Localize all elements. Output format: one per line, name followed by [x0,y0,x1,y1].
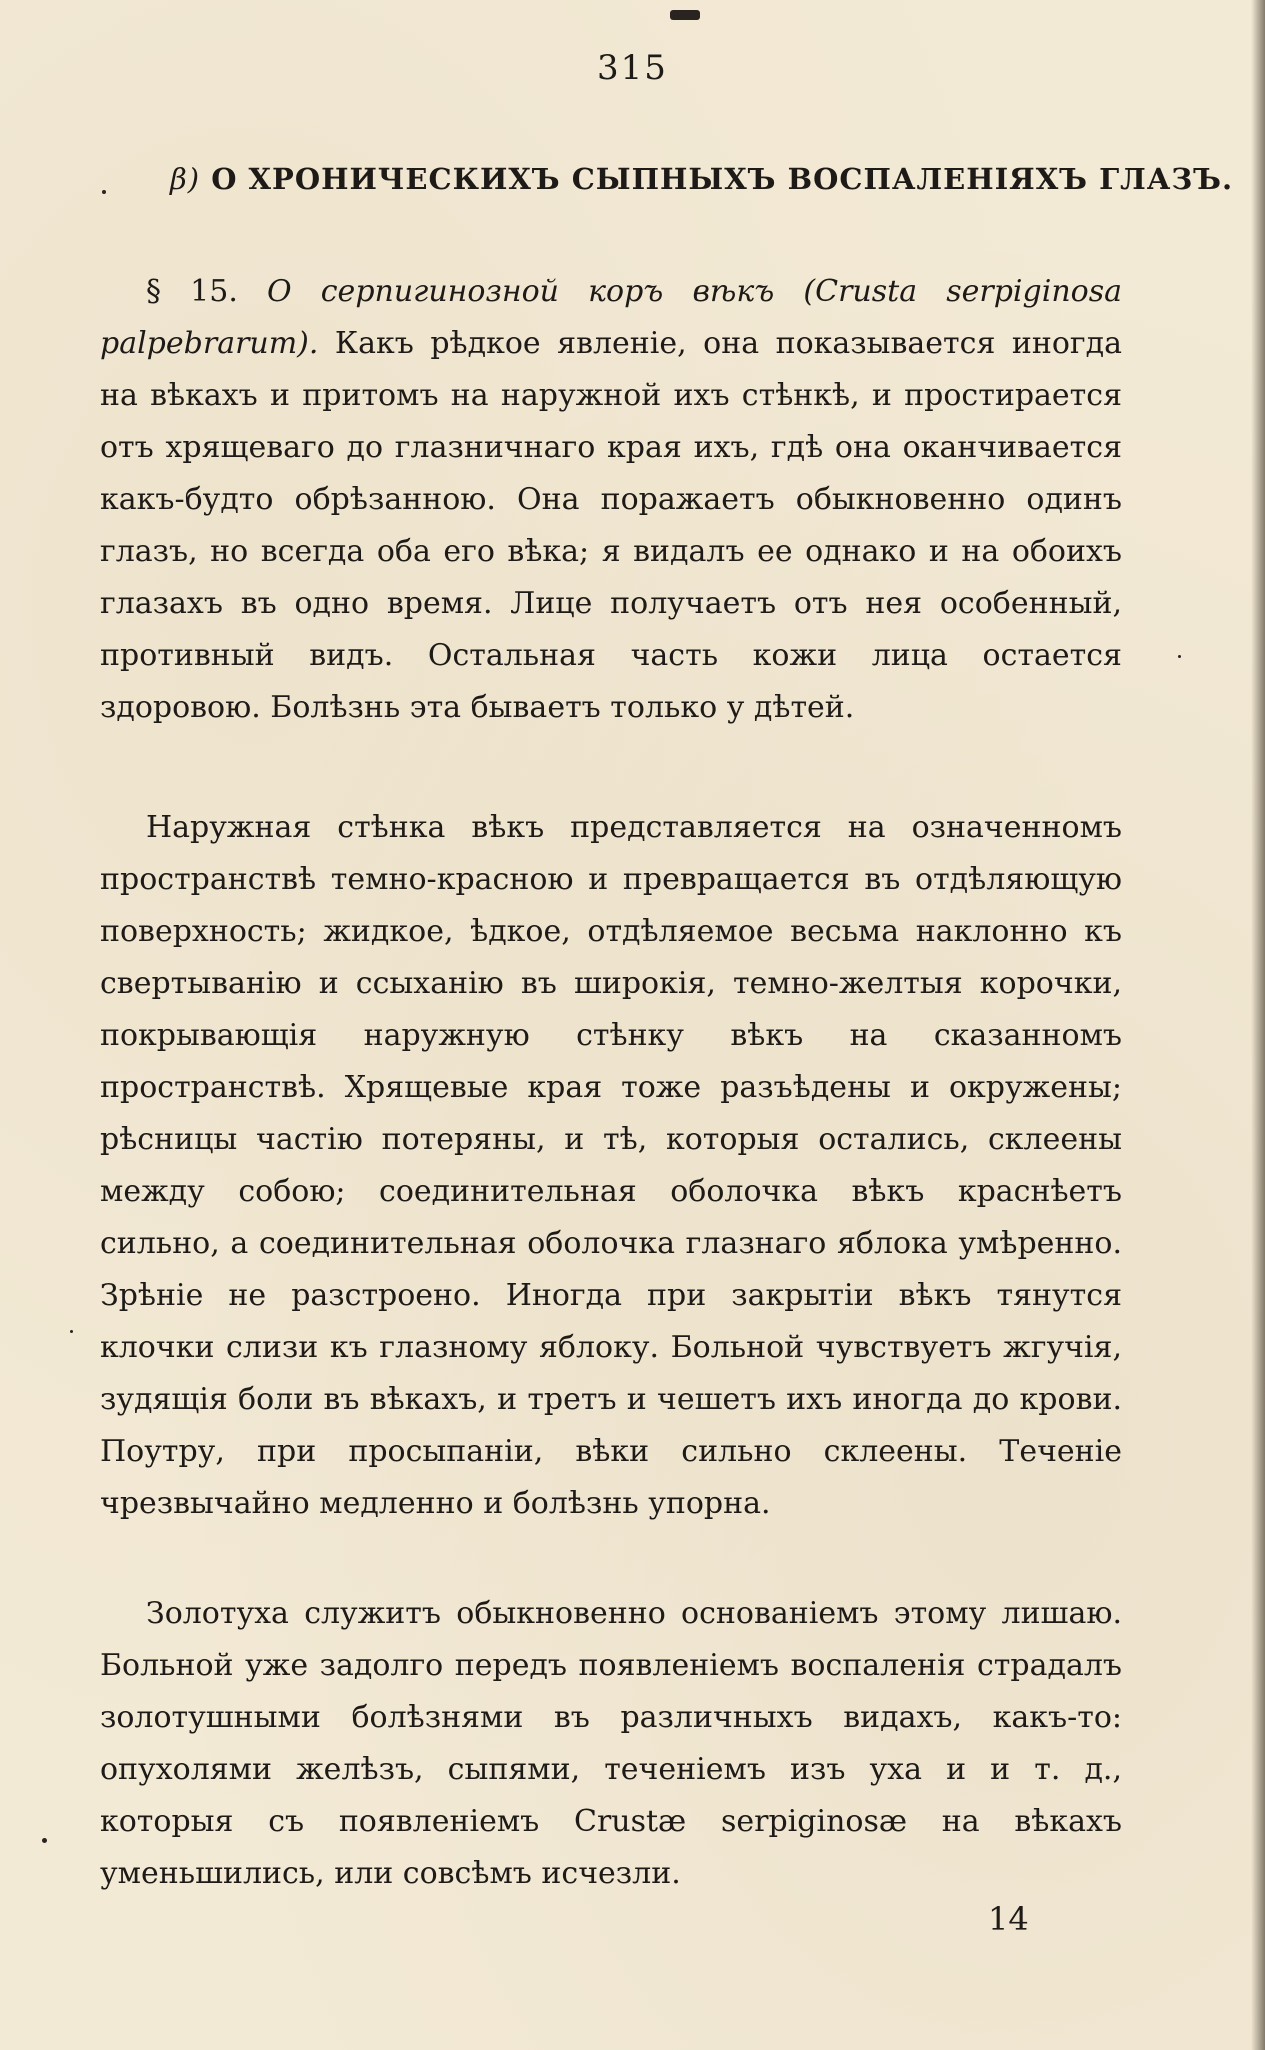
page-edge-shadow [1251,0,1265,2050]
section-marker: β) [170,162,201,196]
paragraph-2-text: Наружная стѣнка вѣкъ представляется на означенномъ пространствѣ темно-красною и превращается въ отдѣляющую поверхность; жидкое, ѣдкое, отдѣляемое весьма наклонно къ свертыванію и ссыханію въ широкія, темно-желтыя корочки, покрывающія наружную стѣнку вѣкъ на сказанномъ пространствѣ. Хрящевые края тоже разъѣдены и окружены; рѣсницы частію потеряны, и тѣ, которыя остались, склеены между собою; соединительная оболочка вѣкъ краснѣетъ сильно, а соединительная оболочка глазнаго яблока умѣренно. Зрѣніе не разстроено. Иногда при закрытіи вѣкъ тянутся клочки слизи къ глазному яблоку. Больной чувствуетъ жгучія, зудящія боли въ вѣкахъ, и третъ и чешетъ ихъ иногда до крови. Поутру, при просыпаніи, вѣки сильно склеены. Теченіе чрезвычайно медленно и болѣзнь упорна. [100,810,1122,1521]
page-number: 315 [597,48,668,88]
ink-blot [670,10,700,20]
paragraph-3-text: Золотуха служитъ обыкновенно основаніемъ этому лишаю. Больной уже задолго передъ появленіемъ воспаленія страдалъ золотушными болѣзнями въ различныхъ видахъ, какъ-то: опухолями желѣзъ, сыпями, теченіемъ изъ уха и и т. д., которыя съ появленіемъ Crustæ serpiginosæ на вѣкахъ уменьшились, или совсѣмъ исчезли. [100,1596,1122,1891]
paragraph-number: § 15. [146,274,238,309]
paragraph-1-text: Какъ рѣдкое явленіе, она показывается иногда на вѣкахъ и притомъ на наружной ихъ стѣнкѣ, и простирается отъ хрящеваго до глазничнаго края ихъ, гдѣ она оканчивается какъ-будто обрѣзанною. Она поражаетъ обыкновенно одинъ глазъ, но всегда оба его вѣка; я видалъ ее однако и на обоихъ глазахъ въ одно время. Лице получаетъ отъ нея особенный, противный видъ. Остальная часть кожи лица остается здоровою. Болѣзнь эта бываетъ только у дѣтей. [100,326,1122,725]
paragraph-title: О серпигинозной коръ вѣкъ (Crusta serpiginosa palpebrarum). [100,274,1122,361]
ink-speck [102,190,106,194]
ink-speck [42,1838,47,1843]
signature-mark: 14 [988,1900,1029,1938]
section-heading [170,162,1233,196]
ink-speck [70,1330,73,1333]
section-heading-text: О ХРОНИЧЕСКИХЪ СЫПНЫХЪ ВОСПАЛЕНІЯХЪ ГЛАЗЪ. [211,162,1234,196]
paragraph-3 [100,1588,1122,1900]
paragraph-1 [100,266,1122,734]
ink-speck [1178,655,1181,658]
paragraph-2 [100,802,1122,1530]
